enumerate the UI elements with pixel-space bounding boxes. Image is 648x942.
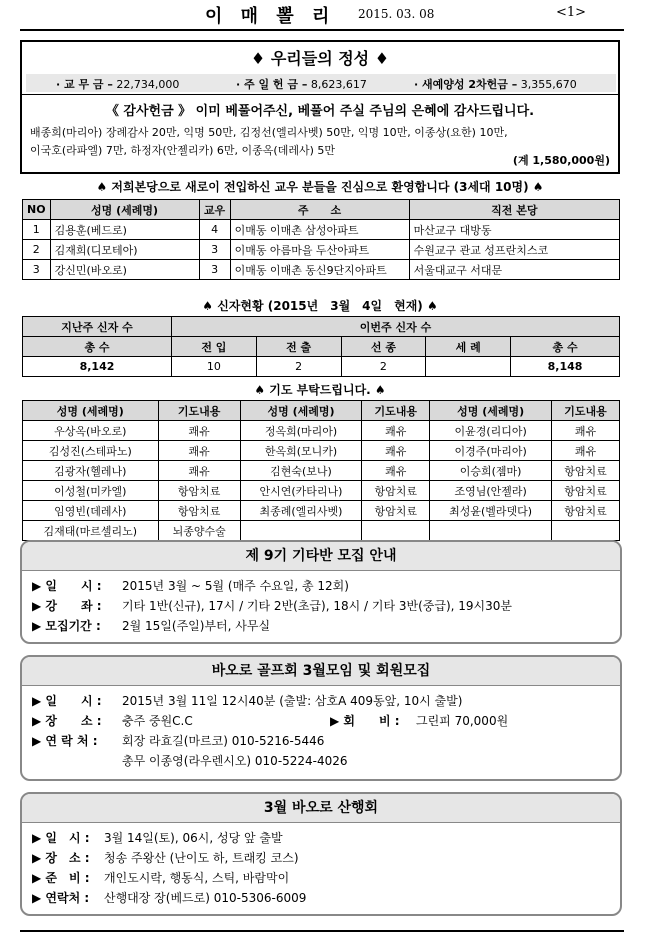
cell: 이윤경(리디아) <box>430 421 552 441</box>
cell: 김재태(마르셀리노) <box>23 521 159 541</box>
item-label: ▶ 강 좌 : <box>32 599 102 613</box>
believers-title: ♠ 신자현황 (2015년 3월 4일 현재) ♠ <box>202 299 438 313</box>
col-header: 성명 (세례명) <box>240 401 362 421</box>
cell: 뇌종양수술 <box>158 521 240 541</box>
col-header: 기도내용 <box>158 401 240 421</box>
table-row <box>23 240 620 260</box>
col-header: 교우 <box>199 200 230 220</box>
cell: 이매동 이매촌 삼성아파트 <box>230 220 409 240</box>
golf-date <box>32 691 612 711</box>
item-label: ▶ 연 락 처 : <box>32 734 98 748</box>
cell: 항암치료 <box>158 501 240 521</box>
bulletin-header <box>20 0 628 30</box>
guitar-title: 제 9기 기타반 모집 안내 <box>22 542 620 571</box>
cell: 정옥희(마리아) <box>240 421 362 441</box>
cell: 항암치료 <box>362 501 430 521</box>
item-value: 2015년 3월 ~ 5월 (매주 수요일, 총 12회) <box>122 579 349 593</box>
thanks-title: 《 감사헌금 》 이미 베풀어주신, 베풀어 주실 주님의 은혜에 감사드립니다. <box>105 104 535 119</box>
cell: 김재희(디모테아) <box>50 240 199 260</box>
cell: 쾌유 <box>551 421 619 441</box>
col-header: 기도내용 <box>362 401 430 421</box>
last-total-label: 총 수 <box>23 337 172 357</box>
cell: 김광자(헬레나) <box>23 461 159 481</box>
cell: 마산교구 대방동 <box>409 220 619 240</box>
cell: 안시연(카타리나) <box>240 481 362 501</box>
item-value: 총무 이종영(라우렌시오) 010-5224-4026 <box>122 754 348 768</box>
this-total: 8,148 <box>511 357 620 377</box>
cell: 항암치료 <box>551 461 619 481</box>
golf-notice <box>20 655 622 781</box>
offering-sums <box>26 74 616 92</box>
guitar-body <box>32 576 612 636</box>
hiking-item <box>32 888 612 908</box>
cell: 조영님(안젤라) <box>430 481 552 501</box>
table-row <box>23 421 620 441</box>
sum-second-collection: · 새예양성 2차헌금 – 3,355,670 <box>414 78 577 91</box>
item-value: 청송 주왕산 (난이도 하, 트래킹 코스) <box>104 851 299 865</box>
golf-title: 바오로 골프회 3월모임 및 회원모집 <box>22 657 620 686</box>
cell: 이성철(미카엘) <box>23 481 159 501</box>
table-row <box>23 501 620 521</box>
col-header: 주 소 <box>230 200 409 220</box>
cell: 서울대교구 서대문 <box>409 260 619 280</box>
sum-kyomugeum: · 교 무 금 – 22,734,000 <box>56 78 180 91</box>
hiking-item <box>32 848 612 868</box>
cell: 항암치료 <box>158 481 240 501</box>
cell: 임영빈(데레사) <box>23 501 159 521</box>
cell <box>430 521 552 541</box>
cell: 쾌유 <box>362 441 430 461</box>
cell: 김용훈(베드로) <box>50 220 199 240</box>
col-header: NO <box>23 200 51 220</box>
item-label: ▶ 일 시 : <box>32 579 102 593</box>
hiking-item <box>32 868 612 888</box>
offering-box <box>20 40 620 174</box>
cell: 최종례(엘리사벳) <box>240 501 362 521</box>
table-row <box>23 220 620 240</box>
this-week-header: 이번주 신자 수 <box>172 317 620 337</box>
offering-divider <box>22 94 618 95</box>
item-label: ▶ 회 비 : <box>330 714 400 728</box>
col-header: 성명 (세례명) <box>50 200 199 220</box>
item-value: 2월 15일(주일)부터, 사무실 <box>122 619 271 633</box>
cell: 쾌유 <box>158 461 240 481</box>
cell: 쾌유 <box>362 461 430 481</box>
guitar-item <box>32 576 612 596</box>
last-total: 8,142 <box>23 357 172 377</box>
table-row <box>23 461 620 481</box>
item-label: ▶ 일 시 : <box>32 694 102 708</box>
cell <box>426 357 511 377</box>
cell: 이매동 이매촌 동신9단지아파트 <box>230 260 409 280</box>
golf-contact <box>32 731 612 751</box>
cell <box>240 521 362 541</box>
cell: 1 <box>23 220 51 240</box>
cell: 항암치료 <box>551 501 619 521</box>
thanks-total: (계 1,580,000원) <box>512 154 610 167</box>
header-divider <box>20 29 624 31</box>
guitar-item <box>32 596 612 616</box>
cell: 수원교구 관교 성프란치스코 <box>409 240 619 260</box>
cell: 2 <box>23 240 51 260</box>
col-header: 선 종 <box>341 337 426 357</box>
table-row <box>23 441 620 461</box>
item-value: 2015년 3월 11일 12시40분 (출발: 삼호A 409동앞, 10시 출발) <box>122 694 463 708</box>
cell: 쾌유 <box>158 421 240 441</box>
item-label: ▶ 일 시 : <box>32 831 90 845</box>
cell: 2 <box>256 357 341 377</box>
thanks-line: 배종희(마리아) 장례감사 20만, 익명 50만, 김정선(엘리사벳) 50만, 익명 10만, 이종상(요한) 10만, <box>30 126 508 139</box>
col-header: 세 례 <box>426 337 511 357</box>
item-value: 산행대장 장(베드로) 010-5306-6009 <box>104 891 307 905</box>
cell: 이승희(젬마) <box>430 461 552 481</box>
golf-body <box>32 691 612 771</box>
col-header: 성명 (세례명) <box>23 401 159 421</box>
guitar-notice <box>20 540 622 644</box>
prayer-table <box>22 400 620 541</box>
cell: 한옥희(모니카) <box>240 441 362 461</box>
hiking-body <box>32 828 612 908</box>
table-row <box>23 481 620 501</box>
col-header: 전 출 <box>256 337 341 357</box>
bulletin-title: 이 매 뽈 리 <box>205 6 336 27</box>
cell: 최성윤(벨라뎃다) <box>430 501 552 521</box>
cell: 우상옥(바오로) <box>23 421 159 441</box>
cell: 4 <box>199 220 230 240</box>
col-header: 직전 본당 <box>409 200 619 220</box>
cell: 3 <box>23 260 51 280</box>
golf-place <box>32 711 612 731</box>
golf-contact <box>32 751 612 771</box>
item-value: 그린피 70,000원 <box>416 714 509 728</box>
table-row <box>23 357 620 377</box>
cell: 3 <box>199 260 230 280</box>
item-value: 개인도시락, 행동식, 스틱, 바람막이 <box>104 871 290 885</box>
cell <box>551 521 619 541</box>
item-label: ▶ 장 소 : <box>32 714 102 728</box>
page-number: <1> <box>556 5 587 20</box>
hiking-title: 3월 바오로 산행회 <box>22 794 620 823</box>
newcomers-table <box>22 199 620 280</box>
item-value: 기타 1반(신규), 17시 / 기타 2반(초급), 18시 / 기타 3반(중급), 19시30분 <box>122 599 512 613</box>
bulletin-date: 2015. 03. 08 <box>358 7 435 21</box>
cell: 2 <box>341 357 426 377</box>
prayer-title: ♠ 기도 부탁드립니다. ♠ <box>254 383 386 397</box>
item-label: ▶ 장 소 : <box>32 851 90 865</box>
item-label: ▶ 준 비 : <box>32 871 90 885</box>
item-value: 회장 라효길(마르코) 010-5216-5446 <box>122 734 325 748</box>
offering-title: ♦ 우리들의 정성 ♦ <box>250 49 390 68</box>
item-value: 3월 14일(토), 06시, 성당 앞 출발 <box>104 831 283 845</box>
cell: 이매동 아름마을 두산아파트 <box>230 240 409 260</box>
table-row <box>23 521 620 541</box>
cell: 김현숙(보나) <box>240 461 362 481</box>
cell: 쾌유 <box>158 441 240 461</box>
cell: 3 <box>199 240 230 260</box>
cell: 항암치료 <box>551 481 619 501</box>
believers-table <box>22 316 620 377</box>
sum-sunday: · 주 일 헌 금 – 8,623,617 <box>236 78 367 91</box>
col-header: 전 입 <box>172 337 257 357</box>
last-week-header: 지난주 신자 수 <box>23 317 172 337</box>
cell: 항암치료 <box>362 481 430 501</box>
hiking-notice <box>20 792 622 916</box>
item-label: ▶ 연락처 : <box>32 891 90 905</box>
cell: 쾌유 <box>362 421 430 441</box>
cell: 김성진(스테파노) <box>23 441 159 461</box>
item-value: 충주 중원C.C <box>122 714 193 728</box>
col-header: 성명 (세례명) <box>430 401 552 421</box>
cell <box>362 521 430 541</box>
cell: 쾌유 <box>551 441 619 461</box>
thanks-line: 이국호(라파엘) 7만, 하정자(안젤리카) 6만, 이종옥(데레사) 5만 <box>30 144 335 157</box>
col-header: 총 수 <box>511 337 620 357</box>
footer-divider <box>20 930 624 932</box>
cell: 이경주(마리아) <box>430 441 552 461</box>
cell: 강신민(바오로) <box>50 260 199 280</box>
cell: 10 <box>172 357 257 377</box>
newcomers-title: ♠ 저희본당으로 새로이 전입하신 교우 분들을 진심으로 환영합니다 (3세대 10명) ♠ <box>96 180 544 194</box>
hiking-item <box>32 828 612 848</box>
table-row <box>23 260 620 280</box>
col-header: 기도내용 <box>551 401 619 421</box>
guitar-item <box>32 616 612 636</box>
item-label: ▶ 모집기간 : <box>32 619 101 633</box>
